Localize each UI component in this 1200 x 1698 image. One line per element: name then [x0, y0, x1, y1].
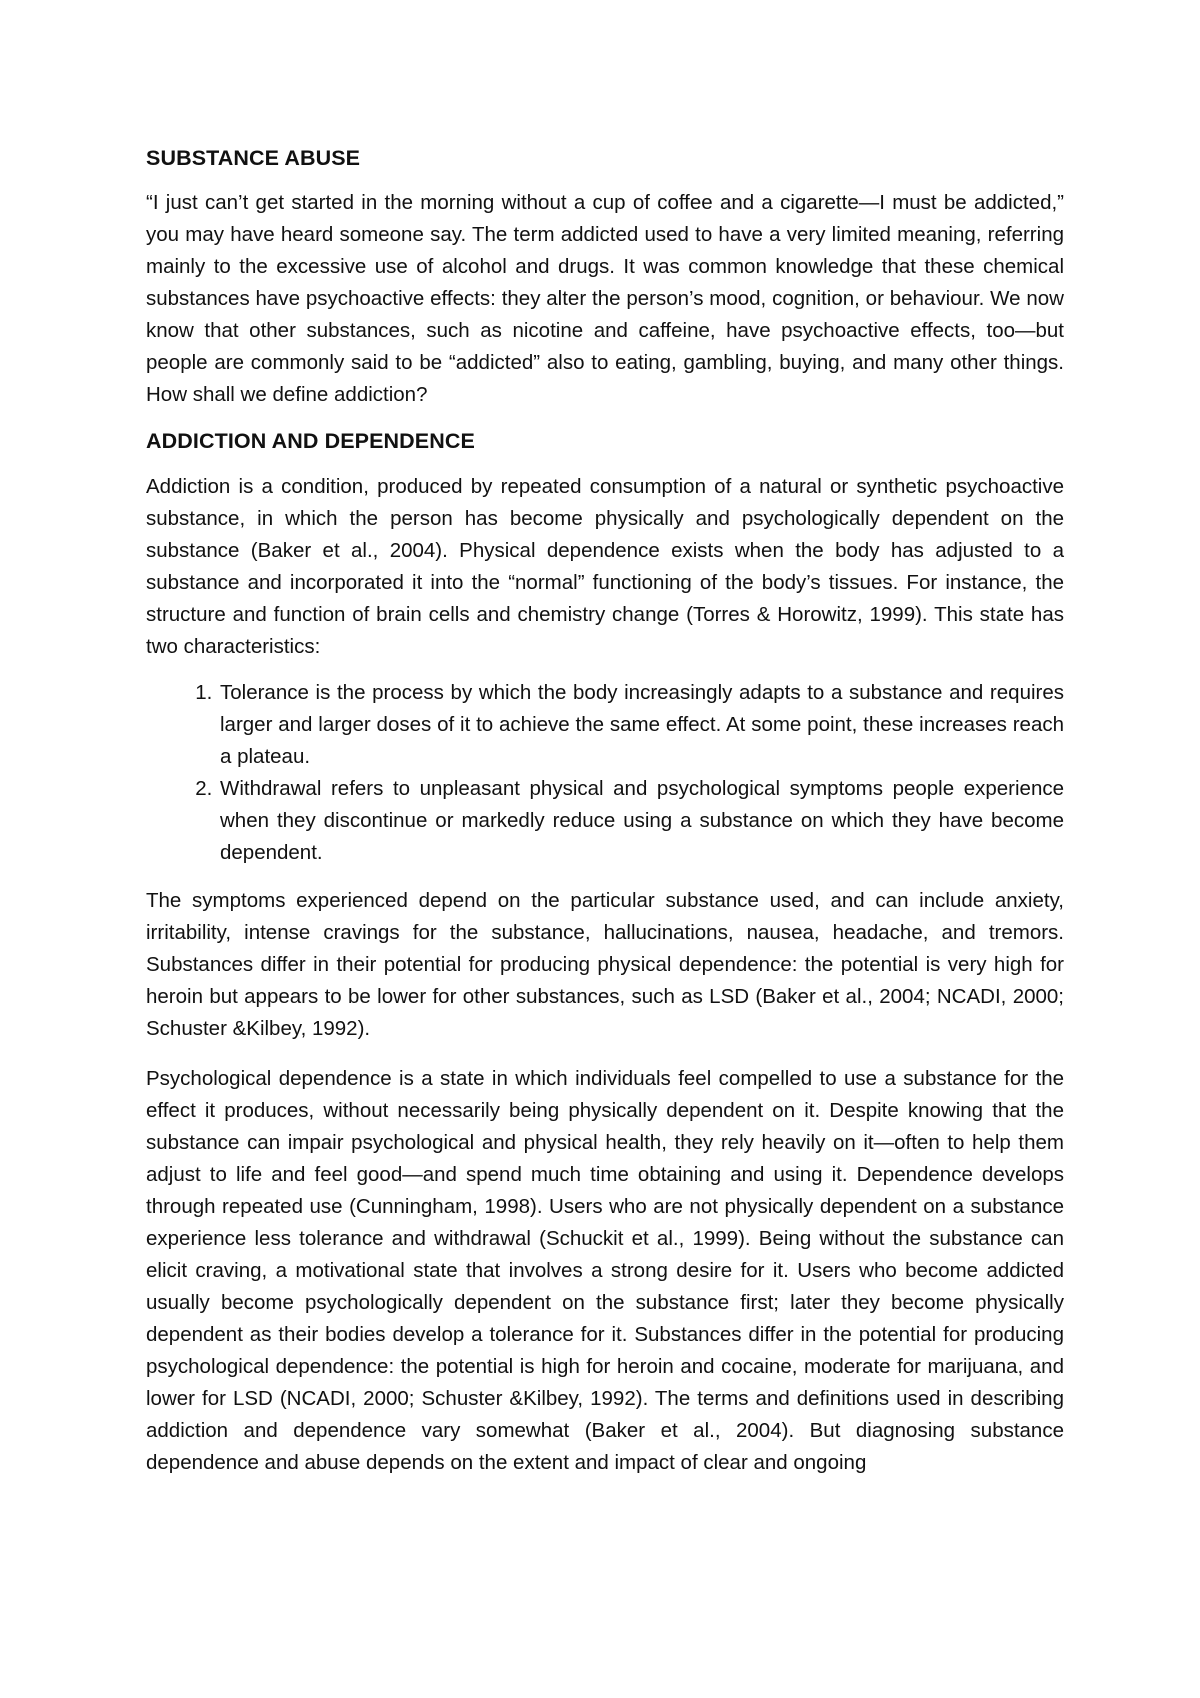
intro-paragraph: “I just can’t get started in the morning without a cup of coffee and a cigarette—I must be addicted,” you may have heard someone say. The term addicted used to have a very limited meaning, referring mainly to the excessive use of alcohol and drugs. It was common knowledge that these chemical substances have psychoactive effects: they alter the person’s mood, cognition, or behaviour. We now know that other substances, such as nicotine and caffeine, have psychoactive effects, too—but people are commonly said to be “addicted” also to eating, gambling, buying, and many other things. How shall we define addiction?	[146, 191, 1064, 406]
symptoms-paragraph: The symptoms experienced depend on the particular substance used, and can include anxiety, irritability, intense cravings for the substance, hallucinations, nausea, headache, and tremors. Substances differ in their potential for producing physical dependence: the potential is very high for heroin but appears to be lower for other substances, such as LSD (Baker et al., 2004; NCADI, 2000; Schuster &Kilbey, 1992).	[146, 889, 1064, 1040]
characteristics-list	[146, 677, 1064, 869]
list-item-tolerance: 1. Tolerance is the process by which the body increasingly adapts to a substance and requires larger and larger doses of it to achieve the same effect. At some point, these increases reach a plateau.	[218, 677, 1064, 773]
document-title: SUBSTANCE ABUSE	[146, 146, 361, 170]
document-page	[146, 146, 1064, 1479]
addiction-definition-paragraph: Addiction is a condition, produced by repeated consumption of a natural or synthetic psychoactive substance, in which the person has become physically and psychologically dependent on the substance (Baker et al., 2004). Physical dependence exists when the body has adjusted to a substance and incorporated it into the “normal” functioning of the body’s tissues. For instance, the structure and function of brain cells and chemistry change (Torres & Horowitz, 1999). This state has two characteristics:	[146, 475, 1064, 658]
section-heading: ADDICTION AND DEPENDENCE	[146, 429, 475, 453]
psychological-dependence-paragraph: Psychological dependence is a state in which individuals feel compelled to use a substance for the effect it produces, without necessarily being physically dependent on it. Despite knowing that the substance can impair psychological and physical health, they rely heavily on it—often to help them adjust to life and feel good—and spend much time obtaining and using it. Dependence develops through repeated use (Cunningham, 1998). Users who are not physically dependent on a substance experience less tolerance and withdrawal (Schuckit et al., 1999). Being without the substance can elicit craving, a motivational state that involves a strong desire for it. Users who become addicted usually become psychologically dependent on the substance first; later they become physically dependent as their bodies develop a tolerance for it. Substances differ in the potential for producing psychological dependence: the potential is high for heroin and cocaine, moderate for marijuana, and lower for LSD (NCADI, 2000; Schuster &Kilbey, 1992). The terms and definitions used in describing addiction and dependence vary somewhat (Baker et al., 2004). But diagnosing substance dependence and abuse depends on the extent and impact of clear and ongoing	[146, 1067, 1064, 1474]
list-item-withdrawal: 2. Withdrawal refers to unpleasant physical and psychological symptoms people experience when they discontinue or markedly reduce using a substance on which they have become dependent.	[218, 773, 1064, 869]
